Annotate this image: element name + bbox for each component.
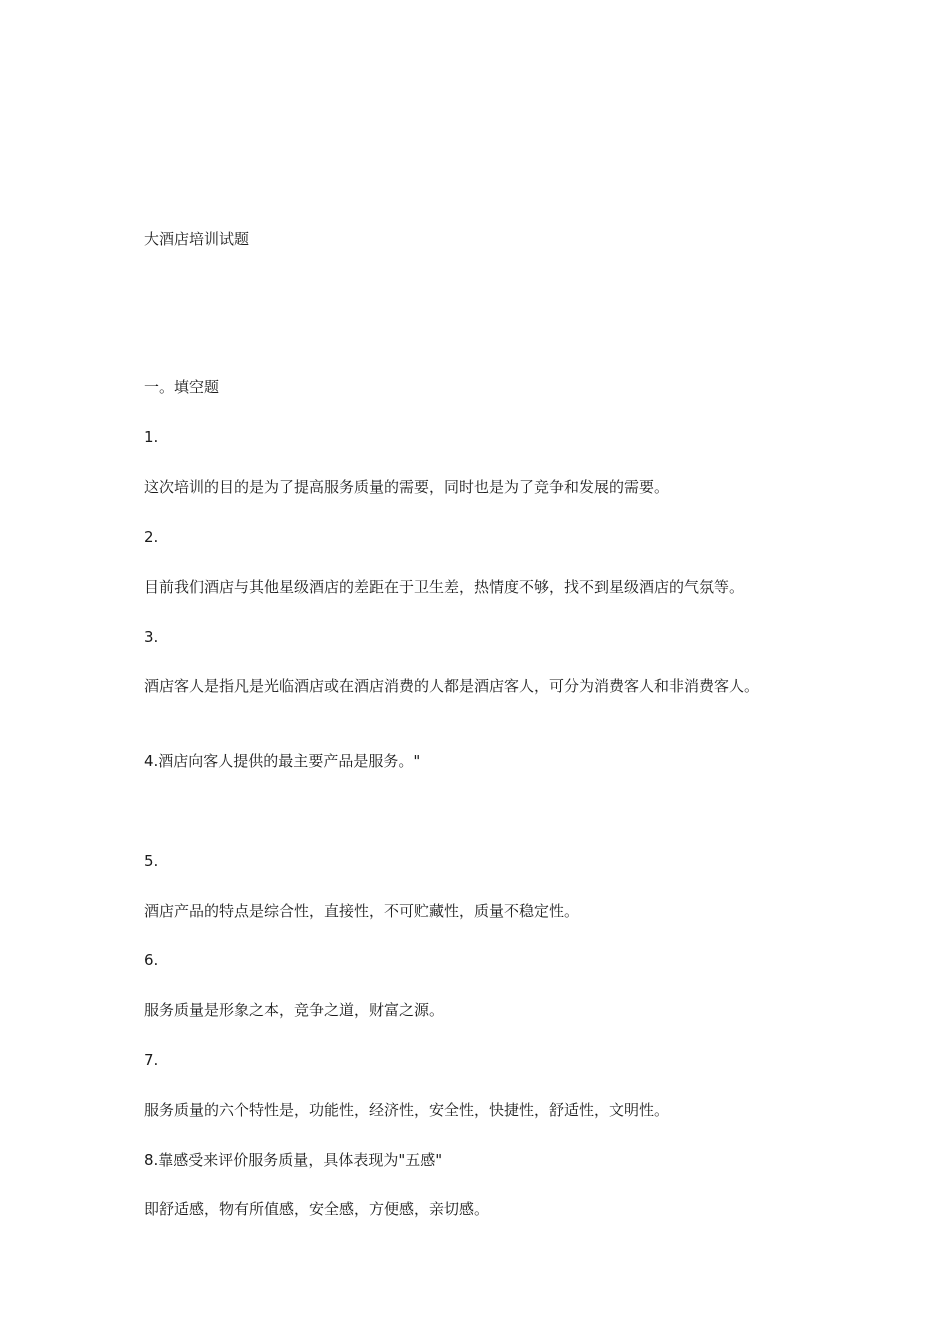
- item-text-8: 即舒适感，物有所值感，安全感，方便感，亲切感。: [144, 1200, 490, 1218]
- item-text-2: 目前我们酒店与其他星级酒店的差距在于卫生差，热情度不够，找不到星级酒店的气氛等。: [144, 578, 745, 596]
- item-line-8: 8.靠感受来评价服务质量，具体表现为"五感": [144, 1151, 443, 1169]
- document-title: 大酒店培训试题: [144, 230, 250, 248]
- item-number-6: 6.: [144, 951, 159, 969]
- item-text-6: 服务质量是形象之本，竞争之道，财富之源。: [144, 1001, 445, 1019]
- item-text-3: 酒店客人是指凡是光临酒店或在酒店消费的人都是酒店客人，可分为消费客人和非消费客人。: [144, 677, 760, 695]
- item-text-1: 这次培训的目的是为了提高服务质量的需要，同时也是为了竞争和发展的需要。: [144, 478, 670, 496]
- item-text-5: 酒店产品的特点是综合性，直接性，不可贮藏性，质量不稳定性。: [144, 902, 580, 920]
- item-number-7: 7.: [144, 1051, 159, 1069]
- section-heading: 一。填空题: [144, 378, 220, 396]
- item-text-7: 服务质量的六个特性是，功能性，经济性，安全性，快捷性，舒适性，文明性。: [144, 1101, 670, 1119]
- item-number-3: 3.: [144, 628, 159, 646]
- item-number-2: 2.: [144, 528, 159, 546]
- item-line-4: 4.酒店向客人提供的最主要产品是服务。": [144, 752, 421, 770]
- item-number-5: 5.: [144, 852, 159, 870]
- item-number-1: 1.: [144, 428, 159, 446]
